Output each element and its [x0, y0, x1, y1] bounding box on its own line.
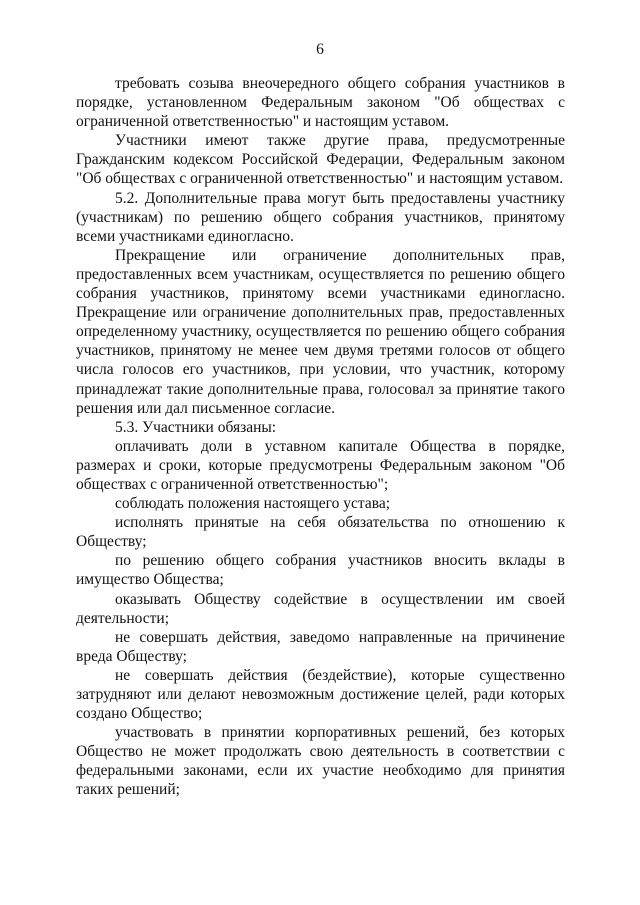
obligation-pay-shares: оплачивать доли в уставном капитале Общества в порядке, размерах и сроки, которые предусмотрены Федеральным законом "Об обществах с ограниченной ответственностью"; — [76, 437, 565, 493]
obligation-no-obstruction: не совершать действия (бездействие), которые существенно затрудняют или делают невозможным достижение целей, ради которых создано Общество; — [76, 666, 565, 723]
document-body — [76, 74, 565, 800]
obligation-assist-company: оказывать Обществу содействие в осуществлении им своей деятельности; — [76, 590, 565, 627]
paragraph-5-3-obligations-heading: 5.3. Участники обязаны: — [115, 418, 277, 436]
obligation-fulfil-commitments: исполнять принятые на себя обязательства по отношению к Обществу; — [76, 514, 565, 551]
paragraph-termination-of-rights: Прекращение или ограничение дополнительных прав, предоставленных всем участникам, осуществляется по решению общего собрания участников, принятому всеми участниками единогласно. Прекращение или ограничение дополнительных прав, предоставленных определенному участнику, осуществляется по решению общего собрания участников, принятому не менее чем двумя третями голосов от общего числа голосов его участников, при условии, что участник, которому принадлежат такие дополнительные права, голосовал за принятие такого решения или дал письменное согласие. — [76, 246, 565, 417]
page-number: 6 — [316, 41, 324, 58]
obligation-comply-charter: соблюдать положения настоящего устава; — [115, 495, 391, 513]
obligation-no-harm: не совершать действия, заведомо направленные на причинение вреда Обществу; — [76, 628, 565, 665]
paragraph-demand-meeting: требовать созыва внеочередного общего собрания участников в порядке, установленном Федеральным законом "Об обществах с ограниченной ответственностью" и настоящим уставом. — [76, 75, 565, 131]
obligation-participate-decisions: участвовать в принятии корпоративных решений, без которых Общество не может продолжать свою деятельность в соответствии с федеральными законами, если их участие необходимо для принятия таких решений; — [76, 724, 565, 799]
obligation-make-contributions: по решению общего собрания участников вносить вклады в имущество Общества; — [76, 552, 565, 589]
paragraph-5-2-additional-rights: 5.2. Дополнительные права могут быть предоставлены участнику (участникам) по решению общего собрания участников, принятому всеми участниками единогласно. — [76, 189, 565, 245]
paragraph-other-rights: Участники имеют также другие права, предусмотренные Гражданским кодексом Российской Федерации, Федеральным законом "Об обществах с ограниченной ответственностью" и настоящим уставом. — [76, 132, 565, 188]
